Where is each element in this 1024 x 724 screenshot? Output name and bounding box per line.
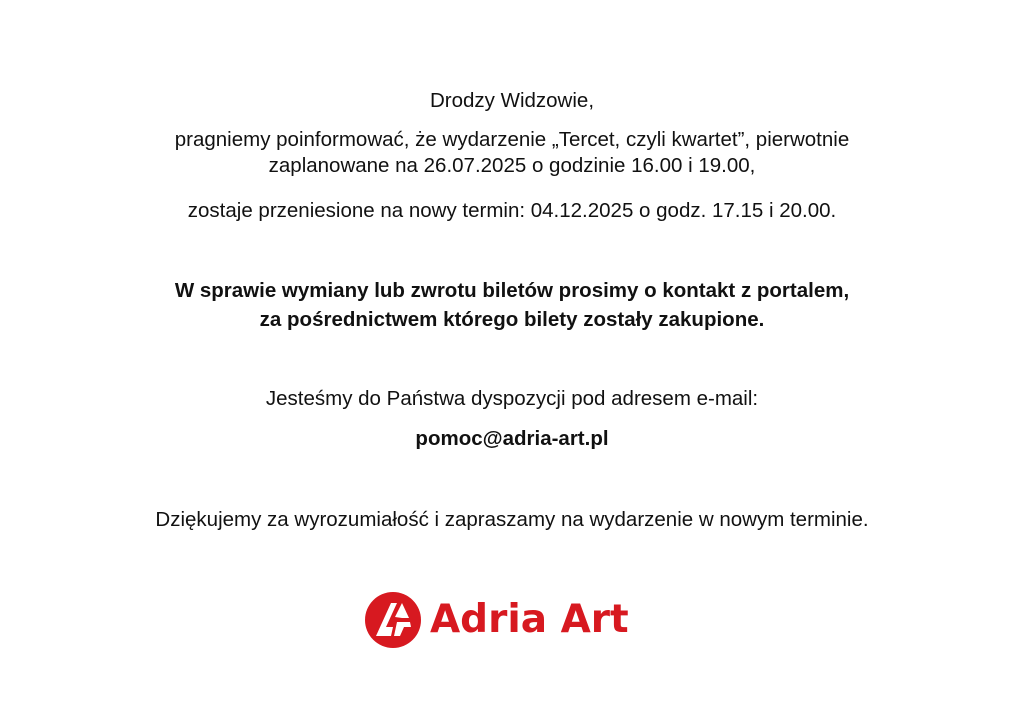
announcement-line-1: pragniemy poinformować, że wydarzenie „Tercet, czyli kwartet”, pierwotnie <box>174 128 850 151</box>
greeting: Drodzy Widzowie, <box>429 89 595 112</box>
logo-text: Adria Art <box>430 597 629 642</box>
tickets-info-line-1: W sprawie wymiany lub zwrotu biletów prosimy o kontakt z portalem, <box>174 279 850 302</box>
tickets-info-line-2: za pośrednictwem którego bilety zostały zakupione. <box>259 308 765 331</box>
contact-email: pomoc@adria-art.pl <box>415 427 609 450</box>
new-date-line: zostaje przeniesione na nowy termin: 04.12.2025 o godz. 17.15 i 20.00. <box>187 199 837 222</box>
contact-intro: Jesteśmy do Państwa dyspozycji pod adresem e-mail: <box>265 387 759 410</box>
announcement-line-2: zaplanowane na 26.07.2025 o godzinie 16.00 i 19.00, <box>268 154 756 177</box>
closing-line: Dziękujemy za wyrozumiałość i zapraszamy na wydarzenie w nowym terminie. <box>155 508 869 531</box>
adria-art-logo-mark-icon <box>364 591 422 649</box>
adria-art-logo <box>364 591 664 649</box>
